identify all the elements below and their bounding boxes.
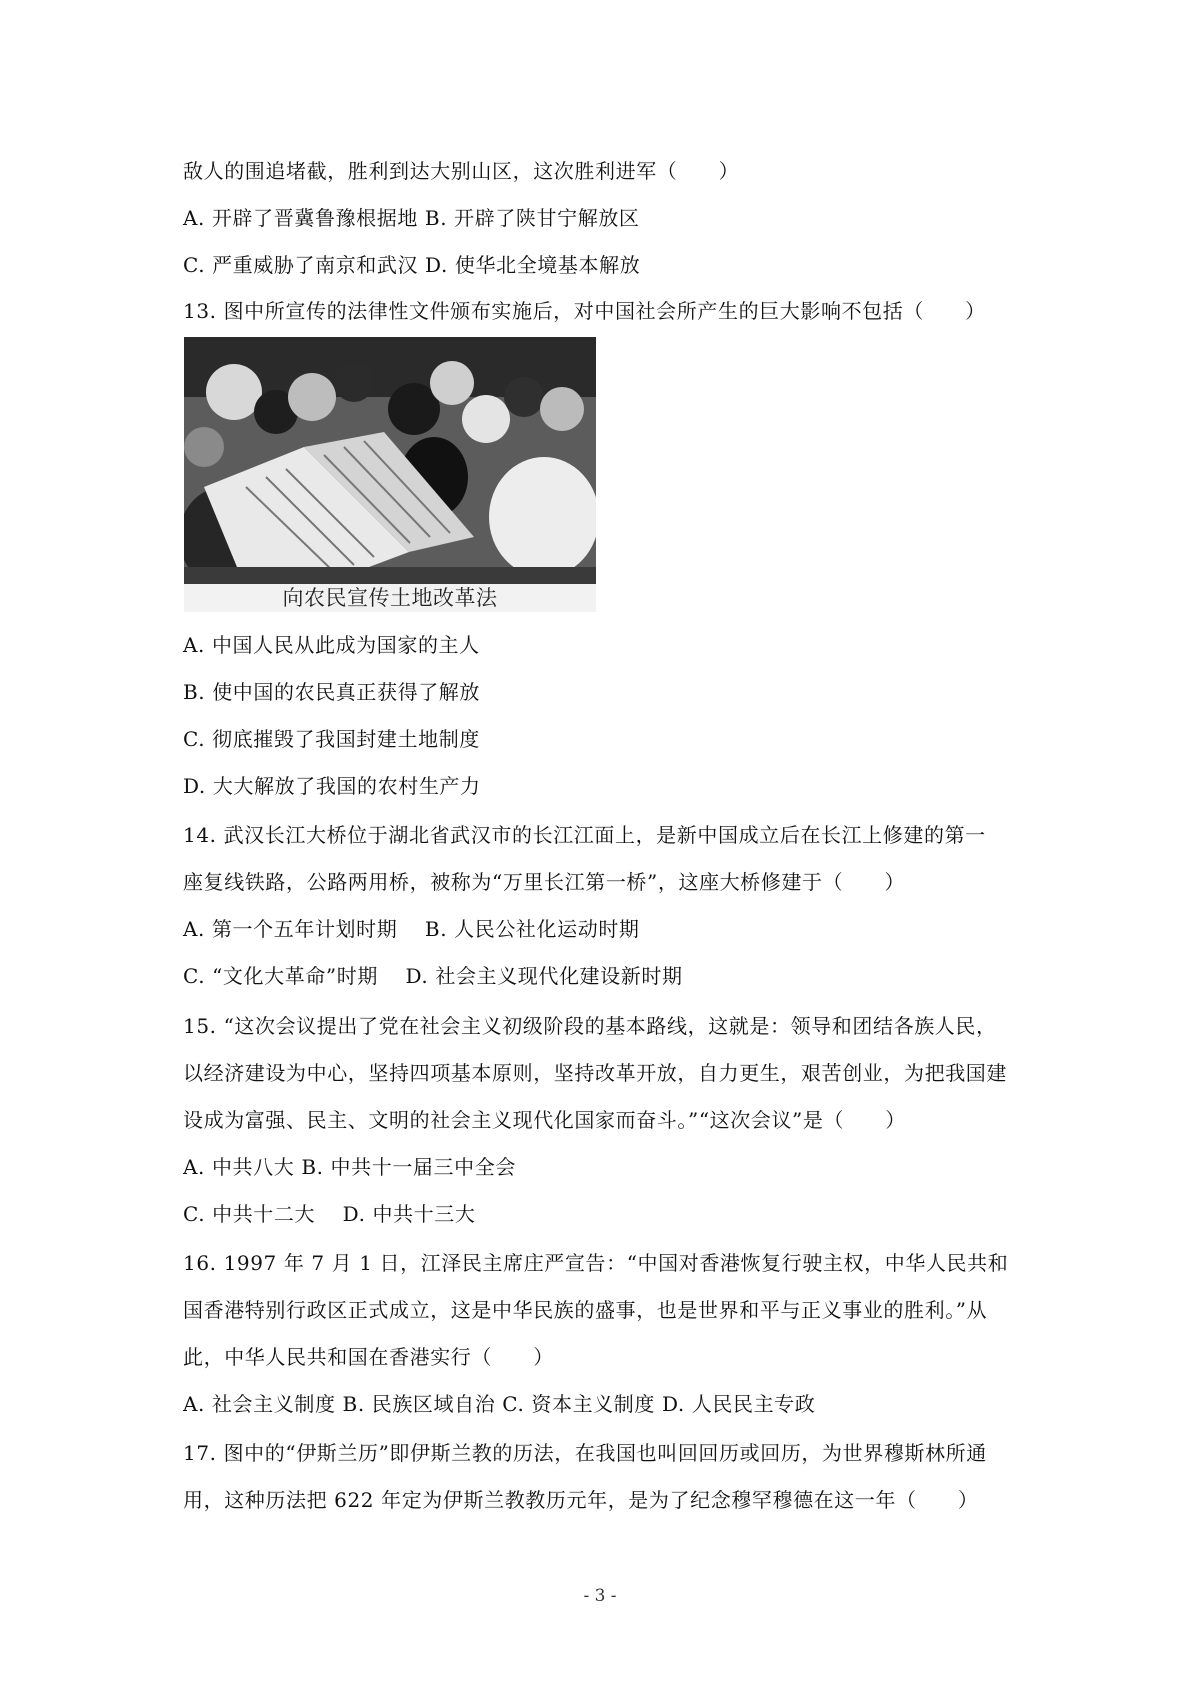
option-line: B. 使中国的农民真正获得了解放 bbox=[183, 680, 481, 704]
option-line: A. 开辟了晋冀鲁豫根据地 B. 开辟了陕甘宁解放区 bbox=[183, 206, 640, 230]
caption-band bbox=[184, 584, 596, 612]
question-13: 13. 图中所宣传的法律性文件颁布实施后，对中国社会所产生的巨大影响不包括（ ） bbox=[183, 299, 986, 323]
option-line: A. 中共八大 B. 中共十一届三中全会 bbox=[183, 1155, 516, 1179]
option-line: C. 中共十二大 D. 中共十三大 bbox=[183, 1202, 476, 1226]
question-line: 此，中华人民共和国在香港实行（ ） bbox=[183, 1345, 554, 1369]
option-line: D. 大大解放了我国的农村生产力 bbox=[183, 774, 481, 798]
option-line: A. 中国人民从此成为国家的主人 bbox=[183, 633, 480, 657]
question-line: 国香港特别行政区正式成立，这是中华民族的盛事，也是世界和平与正义事业的胜利。”从 bbox=[183, 1298, 988, 1322]
question-16: 16. 1997 年 7 月 1 日，江泽民主席庄严宣告：“中国对香港恢复行驶主权，中华人民共和 bbox=[183, 1251, 1009, 1275]
question-line: 用，这种历法把 622 年定为伊斯兰教教历元年，是为了纪念穆罕穆德在这一年（ ） bbox=[183, 1488, 979, 1512]
land-reform-photo-figure bbox=[184, 337, 596, 612]
question-line: 设成为富强、民主、文明的社会主义现代化国家而奋斗。”“这次会议”是（ ） bbox=[183, 1108, 906, 1132]
question-17: 17. 图中的“伊斯兰历”即伊斯兰教的历法，在我国也叫回回历或回历，为世界穆斯林所通 bbox=[183, 1441, 987, 1465]
question-line: 以经济建设为中心，坚持四项基本原则，坚持改革开放，自力更生，艰苦创业，为把我国建 bbox=[183, 1061, 1007, 1085]
question-line: 敌人的围追堵截，胜利到达大别山区，这次胜利进军（ ） bbox=[183, 159, 740, 183]
option-line: C. “文化大革命”时期 D. 社会主义现代化建设新时期 bbox=[183, 964, 683, 988]
figure-caption: 向农民宣传土地改革法 bbox=[282, 586, 498, 610]
option-line: A. 第一个五年计划时期 B. 人民公社化运动时期 bbox=[183, 917, 640, 941]
question-14: 14. 武汉长江大桥位于湖北省武汉市的长江江面上，是新中国成立后在长江上修建的第一 bbox=[183, 823, 986, 847]
option-line: C. 严重威胁了南京和武汉 D. 使华北全境基本解放 bbox=[183, 253, 641, 277]
option-line: C. 彻底摧毁了我国封建土地制度 bbox=[183, 727, 480, 751]
page-number: - 3 - bbox=[583, 1586, 617, 1606]
question-15: 15. “这次会议提出了党在社会主义初级阶段的基本路线，这就是：领导和团结各族人民， bbox=[183, 1014, 997, 1038]
land-reform-photo bbox=[184, 337, 596, 584]
option-line: A. 社会主义制度 B. 民族区域自治 C. 资本主义制度 D. 人民民主专政 bbox=[183, 1392, 816, 1416]
question-line: 座复线铁路，公路两用桥，被称为“万里长江第一桥”，这座大桥修建于（ ） bbox=[183, 870, 906, 894]
